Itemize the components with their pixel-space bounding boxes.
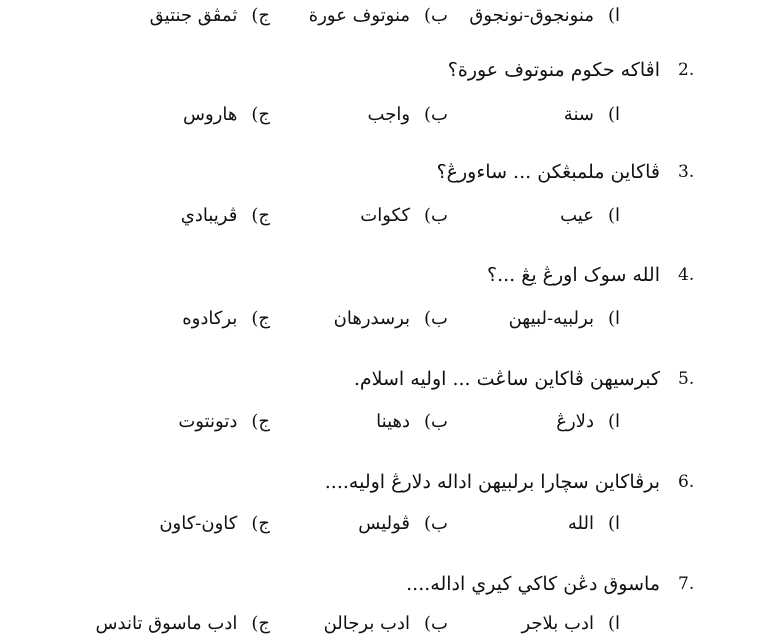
option-text: هاروس <box>183 104 238 125</box>
option-text: ڤريبادي <box>180 205 238 226</box>
question-number: 3. <box>678 162 695 182</box>
question-text: ڤاكاين ملمبڠكن ... ساءورڠ؟ <box>436 161 660 183</box>
option-c <box>182 307 270 331</box>
option-marker: ج) <box>251 613 270 634</box>
option-marker: ب) <box>424 411 448 432</box>
option-b <box>358 512 448 536</box>
option-text: ادب ماسوق تاندس <box>95 613 238 634</box>
option-c <box>96 612 270 636</box>
option-c <box>183 103 270 127</box>
option-text: سنة <box>563 104 594 125</box>
option-marker: ب) <box>424 5 448 26</box>
option-marker: ج) <box>251 5 270 26</box>
question-number: 7. <box>678 574 695 594</box>
option-text: ادب برجالن <box>323 613 411 634</box>
option-a <box>509 307 620 331</box>
option-text: ككوات <box>360 205 411 226</box>
option-marker: ب) <box>424 513 448 534</box>
option-marker: ج) <box>251 104 270 125</box>
option-text: دهينا <box>376 411 411 432</box>
question-text: الله سوک اورڠ يڠ ...؟ <box>486 264 660 286</box>
option-text: کاون-کاون <box>159 513 238 534</box>
option-marker: ا) <box>607 308 620 329</box>
option-a <box>556 410 620 434</box>
question-number: 2. <box>678 60 695 80</box>
option-c <box>159 512 270 536</box>
question-text: کبرسيهن ڤاکاين ساڠت ... اوليه اسلام. <box>353 368 660 390</box>
option-marker: ب) <box>424 308 448 329</box>
option-b <box>334 307 448 331</box>
option-a <box>564 103 620 127</box>
option-b <box>324 612 448 636</box>
question-number: 4. <box>678 265 695 285</box>
option-marker: ج) <box>251 205 270 226</box>
option-marker: ا) <box>607 613 620 634</box>
option-text: ثمڤق جنتيق <box>149 5 238 26</box>
question-number: 5. <box>678 369 695 389</box>
option-marker: ج) <box>251 308 270 329</box>
question-text: اڤاكه حكوم منوتوف عورة؟ <box>447 59 660 81</box>
option-text: دتونتوت <box>178 411 238 432</box>
option-marker: ب) <box>424 205 448 226</box>
option-c <box>178 410 270 434</box>
option-marker: ا) <box>607 104 620 125</box>
option-text: الله <box>567 513 594 534</box>
option-marker: ب) <box>424 104 448 125</box>
option-text: دلارڠ <box>556 411 594 432</box>
option-marker: ا) <box>607 513 620 534</box>
question-text: برڤاکاين سچارا برلبيهن اداله دلارڠ اوليه.... <box>324 471 660 493</box>
option-text: برسدرهان <box>333 308 411 329</box>
option-c <box>150 4 270 28</box>
option-text: عيب <box>560 205 594 226</box>
option-marker: ج) <box>251 513 270 534</box>
option-text: ادب بلاجر <box>521 613 594 634</box>
option-text: واجب <box>367 104 411 125</box>
option-a <box>560 204 620 228</box>
option-marker: ج) <box>251 411 270 432</box>
question-number: 6. <box>678 472 695 492</box>
option-b <box>376 410 448 434</box>
option-marker: ب) <box>424 613 448 634</box>
option-a <box>568 512 620 536</box>
option-b <box>368 103 448 127</box>
option-marker: ا) <box>607 5 620 26</box>
option-b <box>360 204 448 228</box>
option-c <box>181 204 270 228</box>
option-text: برکادوه <box>182 308 238 329</box>
option-text: برلبيه-لبيهن <box>508 308 594 329</box>
option-a <box>469 4 620 28</box>
option-text: منونجوق-نونجوق <box>469 5 594 26</box>
option-text: منوتوف عورة <box>308 5 411 26</box>
option-marker: ا) <box>607 205 620 226</box>
option-text: ڤوليس <box>358 513 411 534</box>
option-b <box>309 4 448 28</box>
option-marker: ا) <box>607 411 620 432</box>
question-text: ماسوق دڠن کاکي کيري اداله.... <box>406 573 660 595</box>
option-a <box>521 612 620 636</box>
